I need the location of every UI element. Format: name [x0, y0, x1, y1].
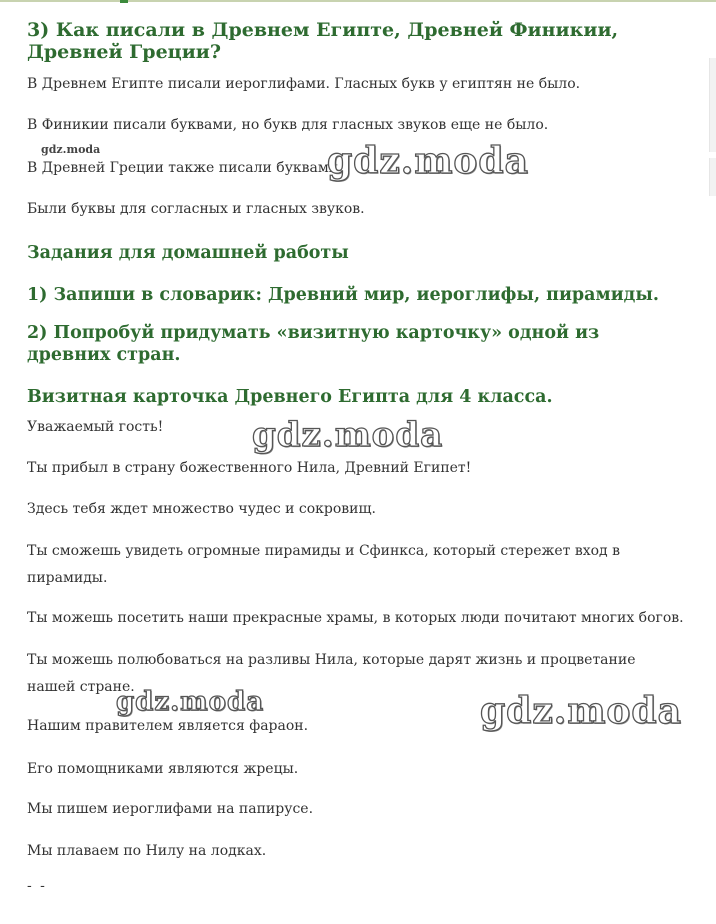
card-line: Здесь тебя ждет множество чудес и сокровищ.	[27, 501, 376, 517]
card-line: Нашим правителем является фараон.	[27, 718, 309, 734]
card-line: Ты сможешь увидеть огромные пирамиды и Сфинкса, который стережет вход в пирамиды.	[27, 543, 620, 586]
top-accent	[120, 0, 128, 3]
section-heading: 3) Как писали в Древнем Египте, Древней Финикии, Древней Греции?	[27, 19, 619, 63]
watermark-small: gdz.moda	[41, 143, 101, 156]
scrollbar-segment	[709, 58, 716, 152]
watermark: gdz.moda	[116, 687, 265, 717]
card-line: Ты можешь полюбоваться на разливы Нила, которые дарят жизнь и процветание нашей стране.	[27, 652, 636, 695]
answer-paragraph: В Финикии писали буквами, но букв для гласных звуков еще не было.	[27, 117, 549, 133]
trailing-dashes: - -	[27, 878, 47, 894]
scrollbar[interactable]	[706, 30, 716, 910]
top-border	[0, 0, 716, 2]
answer-paragraph: В Древней Греции также писали буквами.	[27, 160, 343, 176]
scrollbar-segment	[709, 158, 716, 196]
card-line: Мы плаваем по Нилу на лодках.	[27, 843, 267, 859]
card-line: Мы пишем иероглифами на папирусе.	[27, 801, 314, 817]
watermark: gdz.moda	[252, 415, 444, 455]
answer-paragraph: Были буквы для согласных и гласных звуков.	[27, 201, 365, 217]
card-line: Ты прибыл в страну божественного Нила, Древний Египет!	[27, 460, 472, 476]
task-2: 2) Попробуй придумать «визитную карточку» одной из древних стран.	[27, 323, 600, 365]
homework-heading: Задания для домашней работы	[27, 243, 349, 263]
watermark: gdz.moda	[480, 690, 682, 732]
card-line: Уважаемый гость!	[27, 419, 164, 435]
card-line: Ты можешь посетить наши прекрасные храмы, в которых люди почитают многих богов.	[27, 610, 684, 626]
card-heading: Визитная карточка Древнего Египта для 4 класса.	[27, 387, 553, 407]
task-1: 1) Запиши в словарик: Древний мир, иероглифы, пирамиды.	[27, 285, 659, 305]
card-line: Его помощниками являются жрецы.	[27, 761, 299, 777]
answer-paragraph: В Древнем Египте писали иероглифами. Гласных букв у египтян не было.	[27, 76, 581, 92]
watermark: gdz.moda	[327, 140, 529, 182]
